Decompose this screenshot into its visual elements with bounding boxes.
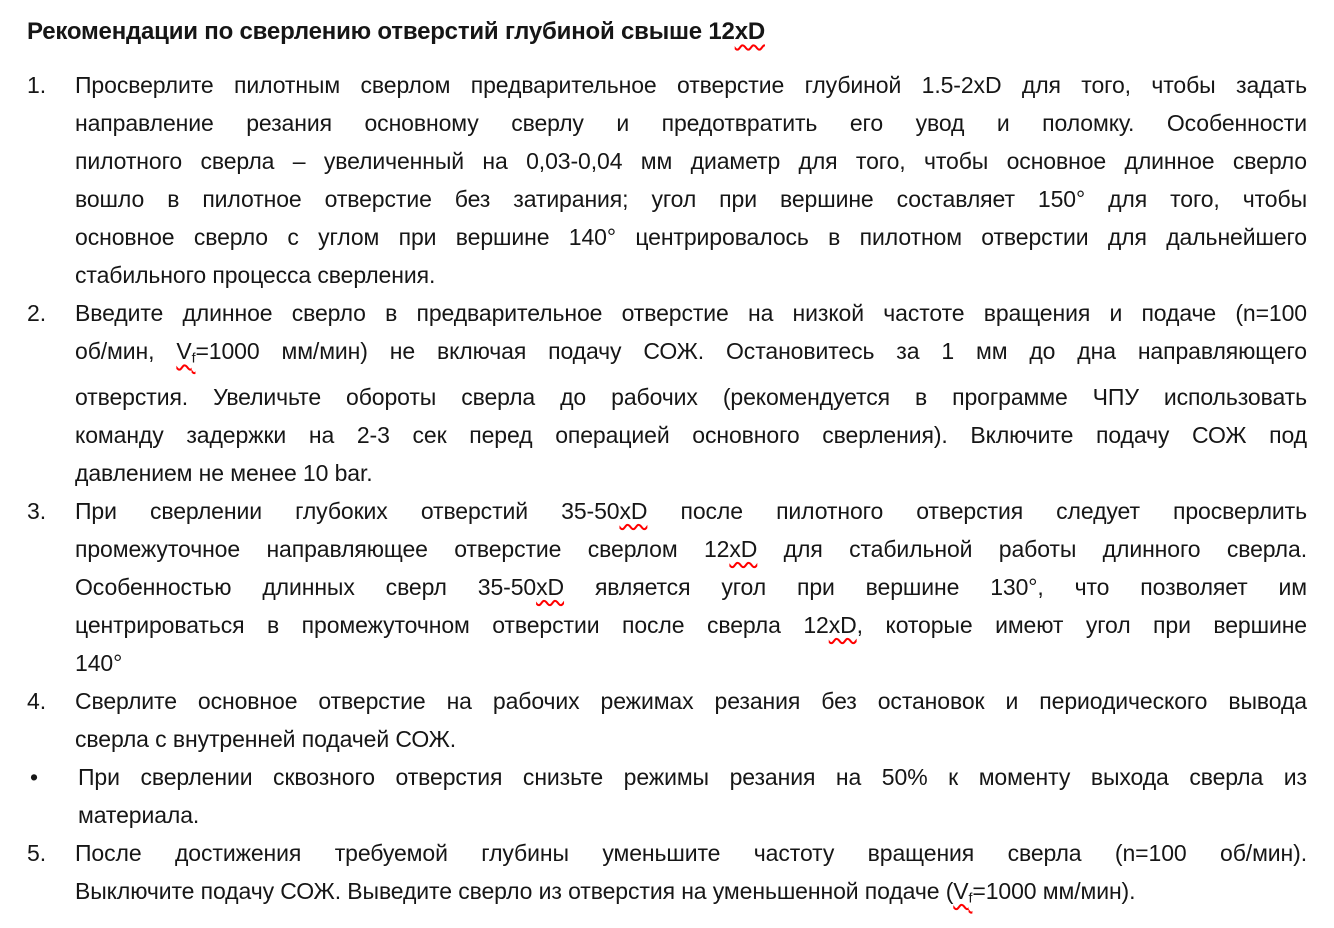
doc-title xyxy=(27,10,1307,54)
spellcheck-marked-text: xD xyxy=(734,18,765,45)
item-text xyxy=(75,492,1307,682)
list-item xyxy=(27,66,1307,294)
text-line xyxy=(75,180,1307,218)
text-line xyxy=(75,454,1307,492)
text-line xyxy=(75,644,1307,682)
text-segment: центрироваться в промежуточном отверстии после сверла 12 xyxy=(75,611,829,638)
list-item xyxy=(27,834,1307,918)
item-text xyxy=(75,294,1307,492)
text-line xyxy=(75,606,1307,644)
text-segment: =1000 мм/мин). xyxy=(972,877,1136,904)
number-marker: 5. xyxy=(27,839,46,866)
text-segment: Введите длинное сверло в предварительное отверстие на низкой частоте вращения и подаче (n=100 xyxy=(75,300,1307,326)
list-item xyxy=(27,492,1307,682)
spellcheck-marked-text: xD xyxy=(619,497,648,524)
text-segment: Особенностью длинных сверл 35-50 xyxy=(75,573,537,600)
text-segment: после пилотного отверстия следует просверлить xyxy=(647,497,1307,524)
text-segment: Просверлите пилотным сверлом предварительное отверстие глубиной 1.5-2xD для того, чтобы задать xyxy=(75,72,1307,98)
text-segment: основное сверло с углом при вершине 140° центрировалось в пилотном отверстии для дальнейшего xyxy=(75,224,1307,250)
list-item xyxy=(27,758,1307,834)
text-segment: давлением не менее 10 bar. xyxy=(75,459,373,486)
text-segment: об/мин, xyxy=(75,338,177,364)
text-segment: , которые имеют угол при вершине xyxy=(856,611,1308,638)
text-line xyxy=(78,758,1307,796)
spellcheck-marked-text: f xyxy=(968,890,973,907)
text-line xyxy=(75,378,1307,416)
spellcheck-marked-text: xD xyxy=(828,611,857,638)
text-segment: промежуточное направляющее отверстие сверлом 12 xyxy=(75,535,730,562)
item-text xyxy=(78,758,1307,834)
text-line xyxy=(75,416,1307,454)
text-line xyxy=(75,256,1307,294)
text-segment: отверстия. Увеличьте обороты сверла до рабочих (рекомендуется в программе ЧПУ использовать xyxy=(75,383,1307,410)
spellcheck-marked-text: xD xyxy=(536,573,565,600)
list-item xyxy=(27,682,1307,758)
number-marker: 3. xyxy=(27,497,46,524)
text-line xyxy=(75,530,1307,568)
text-line xyxy=(75,682,1307,720)
text-line xyxy=(75,332,1307,378)
text-line xyxy=(75,104,1307,142)
text-line xyxy=(75,834,1307,872)
text-line xyxy=(78,796,1307,834)
text-segment: При сверлении сквозного отверстия снизьте режимы резания на 50% к моменту выхода сверла из xyxy=(78,763,1307,790)
text-segment: материала. xyxy=(78,801,200,828)
item-text xyxy=(75,834,1307,918)
text-line xyxy=(75,66,1307,104)
text-segment: Рекомендации по сверлению отверстий глубиной свыше 12 xyxy=(27,18,735,45)
number-marker: 1. xyxy=(27,72,46,98)
text-line xyxy=(75,142,1307,180)
text-segment: 140° xyxy=(75,649,123,676)
text-segment: стабильного процесса сверления. xyxy=(75,262,436,288)
recommendation-list xyxy=(27,66,1307,917)
spellcheck-marked-text: xD xyxy=(729,535,758,562)
spellcheck-marked-text: V xyxy=(953,877,969,904)
text-segment: пилотного сверла – увеличенный на 0,03-0,04 мм диаметр для того, чтобы основное длинное сверло xyxy=(75,148,1307,174)
text-line xyxy=(75,492,1307,530)
text-segment: Выключите подачу СОЖ. Выведите сверло из отверстия на уменьшенной подаче ( xyxy=(75,877,954,904)
text-segment: направление резания основному сверлу и предотвратить его увод и поломку. Особенности xyxy=(75,110,1307,136)
text-line xyxy=(75,872,1307,918)
text-line xyxy=(75,720,1307,758)
spellcheck-marked-text: V xyxy=(176,338,192,364)
text-segment: При сверлении глубоких отверстий 35-50 xyxy=(75,497,620,524)
text-segment: команду задержки на 2-3 сек перед операцией основного сверления). Включите подачу СОЖ под xyxy=(75,421,1307,448)
bullet-marker: • xyxy=(30,763,38,790)
text-line xyxy=(75,294,1307,332)
number-marker: 4. xyxy=(27,687,46,714)
text-segment: вошло в пилотное отверстие без затирания; угол при вершине составляет 150° для того, чтобы xyxy=(75,186,1307,212)
spellcheck-marked-text: f xyxy=(191,350,196,367)
text-segment: для стабильной работы длинного сверла. xyxy=(757,535,1307,562)
text-segment: =1000 мм/мин) не включая подачу СОЖ. Остановитесь за 1 мм до дна направляющего xyxy=(195,338,1307,364)
list-item xyxy=(27,294,1307,492)
text-segment: сверла с внутренней подачей СОЖ. xyxy=(75,725,457,752)
text-segment: является угол при вершине 130°, что позволяет им xyxy=(564,573,1307,600)
text-line xyxy=(75,568,1307,606)
text-segment: После достижения требуемой глубины уменьшите частоту вращения сверла (n=100 об/мин). xyxy=(75,839,1307,866)
item-text xyxy=(75,682,1307,758)
text-line xyxy=(75,218,1307,256)
text-segment: Сверлите основное отверстие на рабочих режимах резания без остановок и периодического вывода xyxy=(75,687,1307,714)
number-marker: 2. xyxy=(27,300,46,326)
item-text xyxy=(75,66,1307,294)
